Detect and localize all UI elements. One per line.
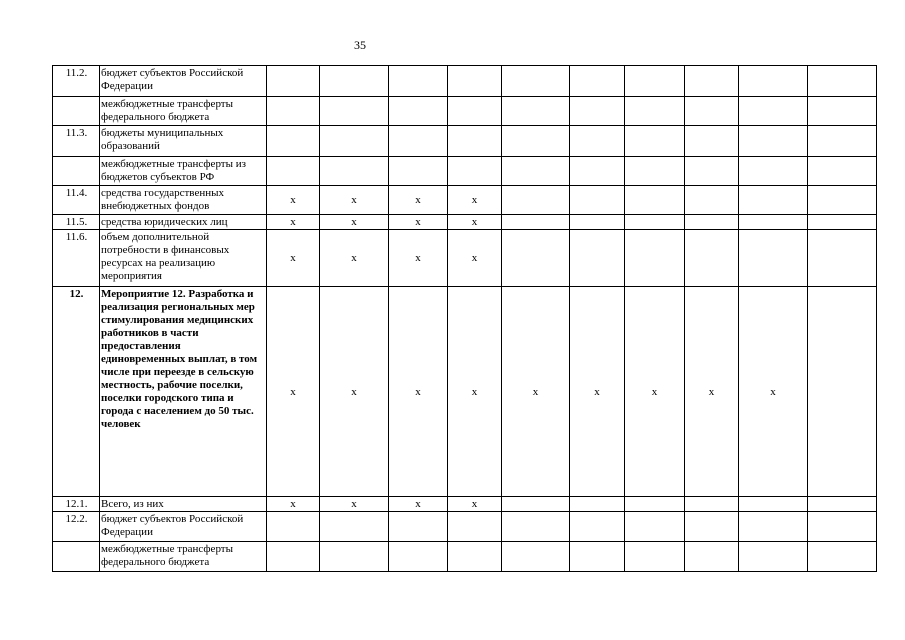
row-number: 11.4. [53, 186, 100, 215]
value-cell [739, 97, 808, 126]
table-row [53, 497, 877, 512]
value-cell [502, 186, 570, 215]
value-cell [570, 215, 625, 230]
value-cell: x [685, 287, 739, 497]
empty-cell [808, 215, 877, 230]
value-cell [625, 512, 685, 542]
value-cell [389, 542, 448, 572]
value-cell [685, 126, 739, 157]
value-cell [685, 512, 739, 542]
value-cell [570, 512, 625, 542]
row-description: объем дополнительной потребности в финансовых ресурсах на реализацию мероприятия [100, 230, 267, 287]
value-cell [739, 497, 808, 512]
empty-cell [808, 497, 877, 512]
value-cell [685, 66, 739, 97]
value-cell: x [320, 287, 389, 497]
value-cell [625, 66, 685, 97]
value-cell [685, 230, 739, 287]
empty-cell [808, 66, 877, 97]
table-row [53, 542, 877, 572]
value-cell [570, 230, 625, 287]
value-cell [685, 157, 739, 186]
row-description: бюджет субъектов Российской Федерации [100, 512, 267, 542]
empty-cell [808, 512, 877, 542]
empty-cell [808, 186, 877, 215]
row-description: средства государственных внебюджетных фондов [100, 186, 267, 215]
value-cell: x [320, 230, 389, 287]
row-description: межбюджетные трансферты федерального бюджета [100, 542, 267, 572]
value-cell: x [389, 497, 448, 512]
value-cell: x [267, 497, 320, 512]
value-cell [739, 157, 808, 186]
table-row [53, 512, 877, 542]
value-cell [448, 512, 502, 542]
empty-cell [808, 157, 877, 186]
value-cell [625, 497, 685, 512]
empty-cell [808, 287, 877, 497]
table-row [53, 97, 877, 126]
value-cell: x [502, 287, 570, 497]
value-cell [448, 97, 502, 126]
value-cell: x [625, 287, 685, 497]
row-number: 11.2. [53, 66, 100, 97]
value-cell [267, 126, 320, 157]
value-cell [448, 157, 502, 186]
value-cell [739, 230, 808, 287]
value-cell [685, 215, 739, 230]
value-cell [685, 542, 739, 572]
table-row [53, 66, 877, 97]
row-number: 12.2. [53, 512, 100, 542]
value-cell: x [267, 230, 320, 287]
row-number: 11.3. [53, 126, 100, 157]
value-cell [267, 97, 320, 126]
value-cell: x [389, 186, 448, 215]
value-cell: x [320, 186, 389, 215]
row-number: 12.1. [53, 497, 100, 512]
value-cell [448, 126, 502, 157]
value-cell [685, 97, 739, 126]
value-cell [502, 66, 570, 97]
value-cell [625, 126, 685, 157]
table-row [53, 157, 877, 186]
value-cell: x [739, 287, 808, 497]
row-description: бюджет субъектов Российской Федерации [100, 66, 267, 97]
row-number: 11.5. [53, 215, 100, 230]
value-cell: x [570, 287, 625, 497]
value-cell: x [320, 215, 389, 230]
value-cell [739, 512, 808, 542]
row-number [53, 157, 100, 186]
value-cell [320, 542, 389, 572]
row-description: Мероприятие 12. Разработка и реализация региональных мер стимулирования медицинских работников в части предоставления единовременных выплат, в том числе при переезде в сельскую местность, рабочие поселки, поселки городского типа и города с населением до 50 тыс. человек [100, 287, 267, 497]
value-cell [267, 157, 320, 186]
value-cell [502, 230, 570, 287]
value-cell [570, 157, 625, 186]
value-cell [389, 157, 448, 186]
value-cell [320, 97, 389, 126]
value-cell [502, 157, 570, 186]
value-cell [570, 66, 625, 97]
value-cell [739, 215, 808, 230]
value-cell [389, 126, 448, 157]
value-cell [625, 230, 685, 287]
value-cell: x [389, 215, 448, 230]
value-cell [625, 215, 685, 230]
value-cell [570, 97, 625, 126]
value-cell: x [448, 287, 502, 497]
page-number: 35 [354, 38, 366, 52]
value-cell [267, 66, 320, 97]
value-cell [739, 126, 808, 157]
value-cell [685, 497, 739, 512]
row-number: 11.6. [53, 230, 100, 287]
value-cell [625, 542, 685, 572]
empty-cell [808, 97, 877, 126]
value-cell: x [448, 215, 502, 230]
budget-table [52, 65, 877, 572]
row-description: средства юридических лиц [100, 215, 267, 230]
value-cell [570, 186, 625, 215]
value-cell [625, 157, 685, 186]
table-row [53, 215, 877, 230]
value-cell [502, 497, 570, 512]
value-cell [320, 126, 389, 157]
value-cell [502, 512, 570, 542]
value-cell: x [267, 287, 320, 497]
row-description: межбюджетные трансферты федерального бюджета [100, 97, 267, 126]
row-number [53, 97, 100, 126]
value-cell [320, 512, 389, 542]
empty-cell [808, 126, 877, 157]
value-cell [570, 542, 625, 572]
value-cell [267, 512, 320, 542]
value-cell [570, 497, 625, 512]
value-cell [448, 66, 502, 97]
table-row [53, 287, 877, 497]
row-number [53, 542, 100, 572]
row-description: Всего, из них [100, 497, 267, 512]
value-cell: x [448, 230, 502, 287]
value-cell [389, 97, 448, 126]
row-description: бюджеты муниципальных образований [100, 126, 267, 157]
value-cell: x [389, 230, 448, 287]
value-cell [502, 126, 570, 157]
value-cell [739, 186, 808, 215]
value-cell: x [448, 497, 502, 512]
value-cell [739, 542, 808, 572]
row-description: межбюджетные трансферты из бюджетов субъектов РФ [100, 157, 267, 186]
row-number: 12. [53, 287, 100, 497]
value-cell [320, 157, 389, 186]
table-row [53, 186, 877, 215]
value-cell: x [267, 186, 320, 215]
table-row [53, 230, 877, 287]
value-cell [502, 97, 570, 126]
value-cell [625, 186, 685, 215]
value-cell [625, 97, 685, 126]
value-cell [389, 512, 448, 542]
value-cell [448, 542, 502, 572]
value-cell [502, 215, 570, 230]
empty-cell [808, 230, 877, 287]
value-cell [267, 542, 320, 572]
empty-cell [808, 542, 877, 572]
value-cell: x [320, 497, 389, 512]
value-cell [570, 126, 625, 157]
table-body [53, 66, 877, 572]
value-cell: x [267, 215, 320, 230]
value-cell: x [389, 287, 448, 497]
value-cell [502, 542, 570, 572]
value-cell: x [448, 186, 502, 215]
value-cell [739, 66, 808, 97]
value-cell [389, 66, 448, 97]
value-cell [685, 186, 739, 215]
value-cell [320, 66, 389, 97]
table-row [53, 126, 877, 157]
